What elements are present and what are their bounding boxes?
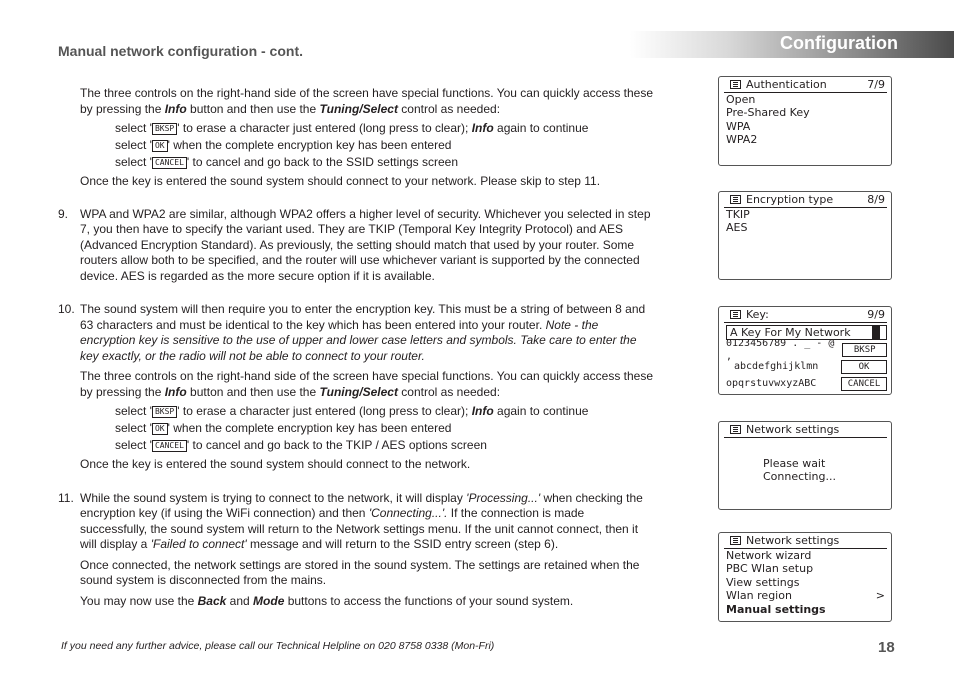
footer-helpline-note: If you need any further advice, please call our Technical Helpline on 020 8758 0338 (Mon-Fri) bbox=[61, 640, 495, 652]
menu-item: View settings bbox=[726, 575, 800, 589]
cancel-key-label: CANCEL bbox=[152, 157, 187, 169]
step-11-paragraph-3: You may now use the Back and Mode buttons to access the functions of your sound system. bbox=[80, 593, 574, 608]
menu-item: PBC Wlan setup bbox=[726, 562, 814, 575]
encryption-type-screen bbox=[718, 191, 892, 280]
step-9: 9. WPA and WPA2 are similar, although WPA2 offers a higher level of security. Whichever you selected in step 7, you then have to specify the variant used. They are TKIP (Temporal Key Integrity Protocol) and AES (Advanced Encryption Standard). As previously, the setting should match that used by your router. Some routers allow both to be specified, and the router will use whichever variant is supported by the connected device. AES is regarded as the more secure option if it is available. bbox=[58, 206, 651, 283]
menu-item: Wlan region > bbox=[726, 589, 885, 602]
bksp-button: BKSP bbox=[842, 343, 887, 357]
menu-item: Open bbox=[726, 92, 756, 106]
screen-header: Authentication 7/9 bbox=[724, 77, 887, 93]
menu-icon bbox=[730, 536, 741, 545]
body-text bbox=[58, 86, 654, 609]
menu-item-selected: Manual settings bbox=[726, 602, 826, 616]
step-11-paragraph-2: Once connected, the network settings are stored in the sound system. The settings are retained when the sound system is disconnected from the mains. bbox=[80, 557, 640, 587]
screen-header: Encryption type 8/9 bbox=[724, 192, 887, 208]
select-cancel-line: select ' CANCEL ' to cancel and go back to the SSID settings screen bbox=[115, 155, 459, 169]
select-cancel-line-2: select ' CANCEL ' to cancel and go back to the TKIP / AES options screen bbox=[115, 438, 487, 452]
cancel-button: CANCEL bbox=[841, 377, 887, 391]
menu-icon bbox=[730, 310, 741, 319]
menu-item: Network wizard bbox=[726, 548, 812, 562]
select-bksp-line-2: select ' BKSP ' to erase a character just entered (long press to clear); Info again to continue bbox=[115, 404, 589, 418]
menu-item: TKIP bbox=[726, 207, 750, 221]
bksp-key-label: BKSP bbox=[152, 123, 177, 135]
keyboard-row: 0123456789 . _ - @ , bbox=[726, 337, 835, 362]
menu-item: Pre-Shared Key bbox=[726, 106, 810, 119]
ok-key-label: OK bbox=[152, 140, 168, 152]
menu-icon bbox=[730, 195, 741, 204]
menu-item: WPA bbox=[726, 119, 751, 133]
bksp-key-label: BKSP bbox=[152, 406, 177, 418]
authentication-screen bbox=[718, 76, 892, 166]
keyboard-row: abcdefghijklmn bbox=[734, 361, 819, 373]
keyboard-row: opqrstuvwxyzABC bbox=[726, 378, 817, 390]
wait-line: Please wait bbox=[763, 456, 826, 470]
key-entry-screen bbox=[718, 306, 892, 395]
menu-icon bbox=[730, 80, 741, 89]
text-cursor bbox=[872, 326, 880, 339]
page-number: 18 bbox=[878, 639, 895, 656]
header-bar bbox=[630, 31, 954, 58]
step-10-paragraph-2: Once the key is entered the sound system should connect to the network. bbox=[80, 457, 471, 471]
network-settings-screen bbox=[718, 532, 892, 622]
select-ok-line: select ' OK ' when the complete encryption key has been entered bbox=[115, 138, 452, 152]
chevron-right-icon: > bbox=[875, 589, 885, 602]
step-11: 11. While the sound system is trying to connect to the network, it will display 'Processing...' when checking the encryption key (if using the WiFi connection) and then 'Connecting...'. If the connection is made successfully, the sound system will return to the Network settings menu. If the unit cannot connect, then it will display a 'Failed to connect' message and will return to the SSID entry screen (step 6). bbox=[58, 490, 643, 551]
menu-item: WPA2 bbox=[726, 133, 758, 146]
intro-paragraph-2: Once the key is entered the sound system should connect to your network. Please skip to step 11. bbox=[80, 174, 601, 188]
page-title: Configuration bbox=[780, 33, 898, 53]
ok-key-label: OK bbox=[152, 423, 168, 435]
step-10-note: Note - the encryption key is sensitive to the use of upper and lower case letters and symbols. Take care to enter the key exactly, or the radio will not be able to connect to your router. bbox=[80, 317, 637, 363]
section-subtitle: Manual network configuration - cont. bbox=[58, 43, 303, 59]
menu-item: AES bbox=[726, 221, 748, 234]
screen-header: Network settings bbox=[724, 422, 887, 438]
key-entry-field: A Key For My Network bbox=[726, 325, 887, 340]
step-10-paragraph: The three controls on the right-hand side of the screen have special functions. You can quickly access these by pressing the Info button and then use the Tuning/Select control as needed: bbox=[80, 369, 654, 399]
screen-header: Key: 9/9 bbox=[724, 307, 887, 323]
connecting-screen bbox=[718, 421, 892, 510]
connecting-line: Connecting... bbox=[763, 470, 836, 483]
cancel-key-label: CANCEL bbox=[152, 440, 187, 452]
menu-icon bbox=[730, 425, 741, 434]
select-bksp-line: select ' BKSP ' to erase a character just entered (long press to clear); Info again to continue bbox=[115, 121, 589, 135]
ok-button: OK bbox=[841, 360, 887, 374]
screen-header: Network settings bbox=[724, 533, 887, 549]
step-10: 10. The sound system will then require you to enter the encryption key. This must be a string of between 8 and 63 characters and must be identical to the key which has been entered into your router. Note - the encryption key is sensitive to the use of upper and lower case letters and symbols. Take care to enter the key exactly, or the radio will not be able to connect to your router. bbox=[58, 302, 646, 363]
intro-paragraph: The three controls on the right-hand side of the screen have special functions. You can quickly access these by pressing the Info button and then use the Tuning/Select control as needed: bbox=[80, 86, 654, 116]
select-ok-line-2: select ' OK ' when the complete encryption key has been entered bbox=[115, 421, 452, 435]
